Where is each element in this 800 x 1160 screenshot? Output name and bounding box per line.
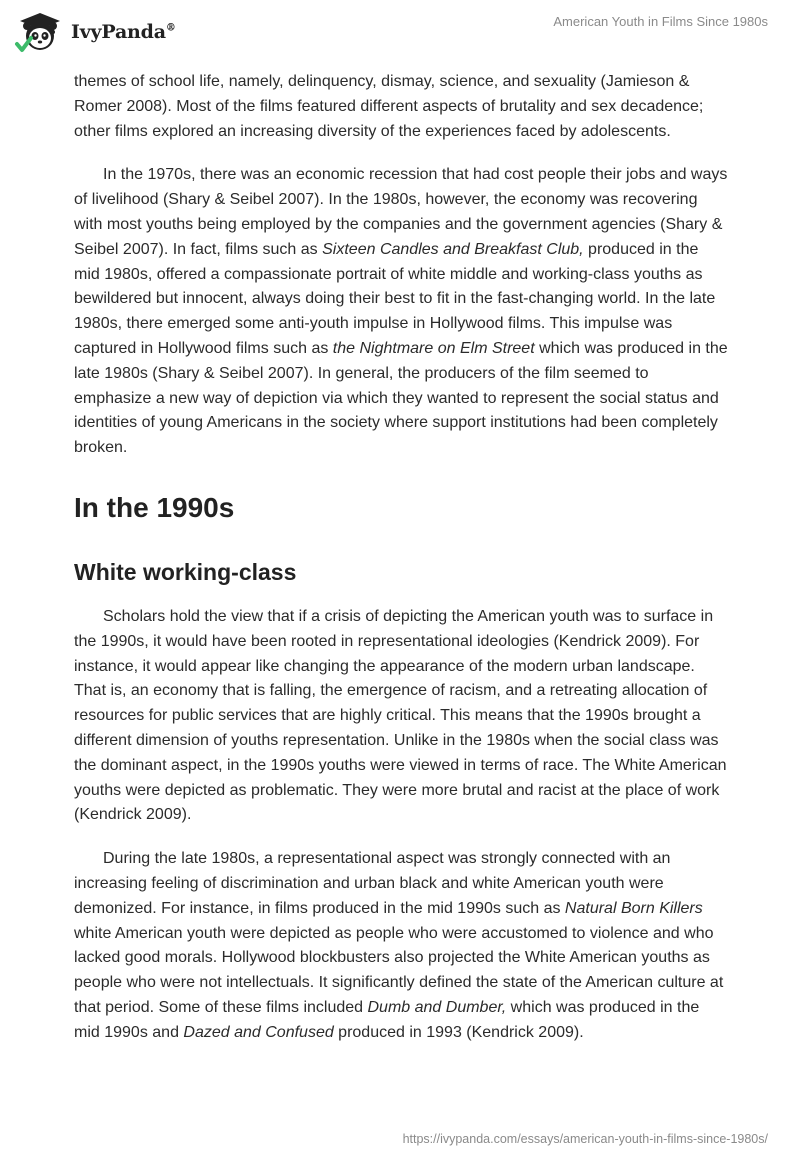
panda-graduate-icon [14, 10, 66, 54]
section-heading: In the 1990s [74, 491, 235, 523]
source-url-link[interactable]: https://ivypanda.com/essays/american-youth-in-films-since-1980s/ [402, 1132, 768, 1146]
film-title: Sixteen Candles and Breakfast Club, [322, 240, 584, 258]
film-title: Dazed and Confused [183, 1023, 334, 1041]
subsection-heading: White working-class [74, 558, 297, 585]
film-title: Dumb and Dumber, [367, 998, 507, 1016]
paragraph-2: In the 1970s, there was an economic recession that had cost people their jobs and ways of livelihood (Shary & Seibel 2007). In the 1980s, however, the economy was recovering with most youths being employed by the companies and the government agencies (Shary & Seibel 2007). In fact, films such as Sixteen Candles and Breakfast Club, produced in the mid 1980s, offered a compassionate portrait of white middle and working-class youths as bewildered but innocent, always doing their best to fit in the fast-changing world. In the late 1980s, there emerged some anti-youth impulse in Hollywood films. This impulse was captured in Hollywood films such as the Nightmare on Elm Street which was produced in the late 1980s (Shary & Seibel 2007). In general, the producers of the film seemed to emphasize a new way of depiction via which they wanted to represent the social status and identities of young Americans in the society where support institutions had been completely broken. [74, 166, 728, 457]
brand-logo[interactable] [14, 10, 176, 54]
essay-content [74, 70, 728, 1065]
document-title: American Youth in Films Since 1980s [553, 14, 768, 29]
film-title: Natural Born Killers [564, 899, 703, 917]
paragraph-3: Scholars hold the view that if a crisis of depicting the American youth was to surface in the 1990s, it would have been rooted in representational ideologies (Kendrick 2009). For instance, it would appear like changing the appearance of the modern urban landscape. That is, an economy that is falling, the emergence of racism, and a retreating allocation of resources for public services that are highly critical. This means that the 1990s brought a different dimension of youths representation. Unlike in the 1980s when the social class was the dominant aspect, in the 1990s youths were viewed in terms of race. The White American youths were depicted as problematic. They were more brutal and racist at the place of work (Kendrick 2009). [74, 607, 727, 824]
brand-name: IvyPanda® [71, 21, 176, 43]
film-title: the Nightmare on Elm Street [332, 339, 535, 357]
page-header [0, 0, 800, 62]
paragraph-1: themes of school life, namely, delinquency, dismay, science, and sexuality (Jamieson & Romer 2008). Most of the films featured different aspects of brutality and sex decadence; other films explored an increasing diversity of the experiences faced by adolescents. [74, 73, 704, 140]
paragraph-4: During the late 1980s, a representational aspect was strongly connected with an increasing feeling of discrimination and urban black and white American youth were demonized. For instance, in films produced in the mid 1990s such as Natural Born Killers white American youth were depicted as people who were accustomed to violence and who lacked good morals. Hollywood blockbusters also projected the White American youths as people who were not intellectuals. It significantly defined the state of the American culture at that period. Some of these films included Dumb and Dumber, which was produced in the mid 1990s and Dazed and Confused produced in 1993 (Kendrick 2009). [74, 850, 724, 1041]
